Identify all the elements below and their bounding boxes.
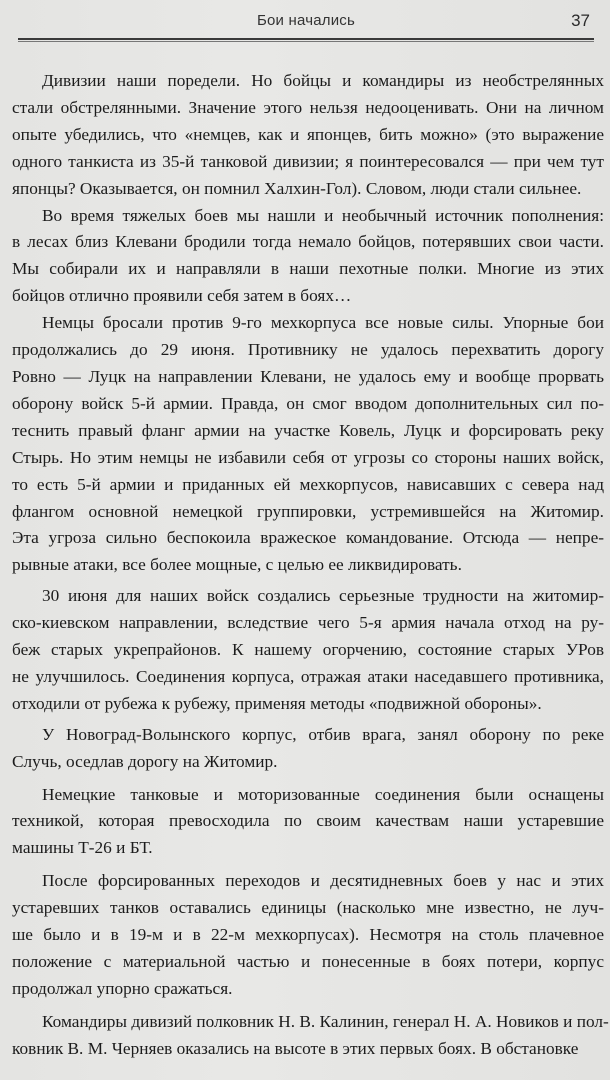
text-line: У Новоград-Волынского корпус, отбив врага, занял оборону по реке — [42, 724, 604, 744]
text-line: в лесах близ Клевани бродили тогда немало бойцов, потерявших свои части. — [12, 232, 604, 252]
text-line: Во время тяжелых боев мы нашли и необычный источник пополнения: — [42, 205, 604, 225]
text-line: 30 июня для наших войск создались серьезные трудности на житомир- — [42, 586, 604, 606]
text-line: положение с материальной частью и понесенные в боях потери, корпус — [12, 952, 604, 971]
text-line: оборону войск 5-й армии. Правда, он смог вводом дополнительных сил по- — [12, 393, 604, 413]
text-line: устаревших танков оставались единицы (насколько мне известно, не луч- — [12, 898, 604, 918]
text-line: Ровно — Луцк на направлении Клевани, не удалось ему и вообще прорвать — [12, 366, 604, 386]
paragraph — [12, 310, 604, 579]
text-line: Эта угроза сильно беспокоила вражеское командование. Отсюда — непре- — [12, 528, 604, 548]
text-line: флангом основной немецкой группировки, устремившейся на Житомир. — [12, 501, 604, 521]
text-line: Дивизии наши поредели. Но бойцы и командиры из необстрелянных — [42, 71, 604, 90]
text-line: японцы? Оказывается, он помнил Халхин-Гол). Словом, люди стали сильнее. — [12, 178, 582, 198]
running-header — [18, 8, 594, 40]
paragraph — [12, 1009, 609, 1063]
text-line: беж старых укрепрайонов. К нашему огорчению, состояние старых УРов — [12, 640, 604, 660]
paragraph — [12, 868, 604, 1003]
text-line: машины Т-26 и БТ. — [12, 838, 153, 858]
text-line: рывные атаки, все более мощные, с целью ее ликвидировать. — [12, 555, 462, 575]
text-line: Мы собирали их и направляли в наши пехотные полки. Многие из этих — [12, 259, 604, 279]
text-line: то есть 5-й армии и приданных ей мехкорпусов, нависавших с севера над — [12, 474, 604, 494]
text-line: теснить правый фланг армии на участке Ковель, Луцк и форсировать реку — [12, 420, 604, 440]
text-line: техникой, которая превосходила по своим качествам наши устаревшие — [12, 811, 604, 831]
text-line: Немецкие танковые и моторизованные соединения были оснащены — [42, 784, 604, 804]
paragraph — [12, 583, 604, 718]
paragraph — [12, 68, 604, 203]
text-line: опыте убедились, что «немцев, как и японцев, бить можно» (это выражение — [12, 124, 604, 144]
text-line: Случь, оседлав дорогу на Житомир. — [12, 751, 278, 771]
text-line: ше было и в 19-м и в 22-м мехкорпусах). Несмотря на столь плачевное — [12, 925, 604, 945]
page-number: 37 — [571, 11, 590, 30]
text-line: бойцов отлично проявили себя затем в боях… — [12, 286, 352, 306]
chapter-title: Бои начались — [256, 12, 356, 29]
text-line: стали обстрелянными. Значение этого нельзя недооценивать. Они на личном — [12, 97, 604, 117]
text-line: Командиры дивизий полковник Н. В. Калинин, генерал Н. А. Новиков и пол- — [42, 1011, 609, 1031]
text-line: одного танкиста из 35-й танковой дивизии; я поинтересовался — при чем тут — [12, 151, 604, 171]
text-line: продолжал упорно сражаться. — [12, 978, 233, 998]
text-line: отходили от рубежа к рубежу, применяя методы «подвижной обороны». — [12, 693, 542, 713]
text-line: ско-киевском направлении, вследствие чего 5-я армия начала отход на ру- — [12, 613, 604, 633]
text-line: продолжались до 29 июня. Противнику не удалось перехватить дорогу — [12, 340, 604, 360]
paragraph — [12, 782, 604, 863]
paragraph — [12, 722, 604, 776]
header-rule — [18, 41, 594, 42]
text-line: ковник В. М. Черняев оказались на высоте в этих первых боях. В обстановке — [12, 1038, 579, 1058]
text-line: Стырь. Но этим немцы не избавили себя от угрозы со стороны наших войск, — [12, 447, 604, 467]
text-line: Немцы бросали против 9-го мехкорпуса все новые силы. Упорные бои — [42, 313, 604, 333]
text-line: не улучшилось. Соединения корпуса, отражая атаки наседавшего противника, — [12, 666, 604, 686]
text-line: После форсированных переходов и десятидневных боев у нас и этих — [42, 871, 604, 891]
body-text — [12, 68, 609, 1063]
paragraph — [12, 203, 604, 311]
